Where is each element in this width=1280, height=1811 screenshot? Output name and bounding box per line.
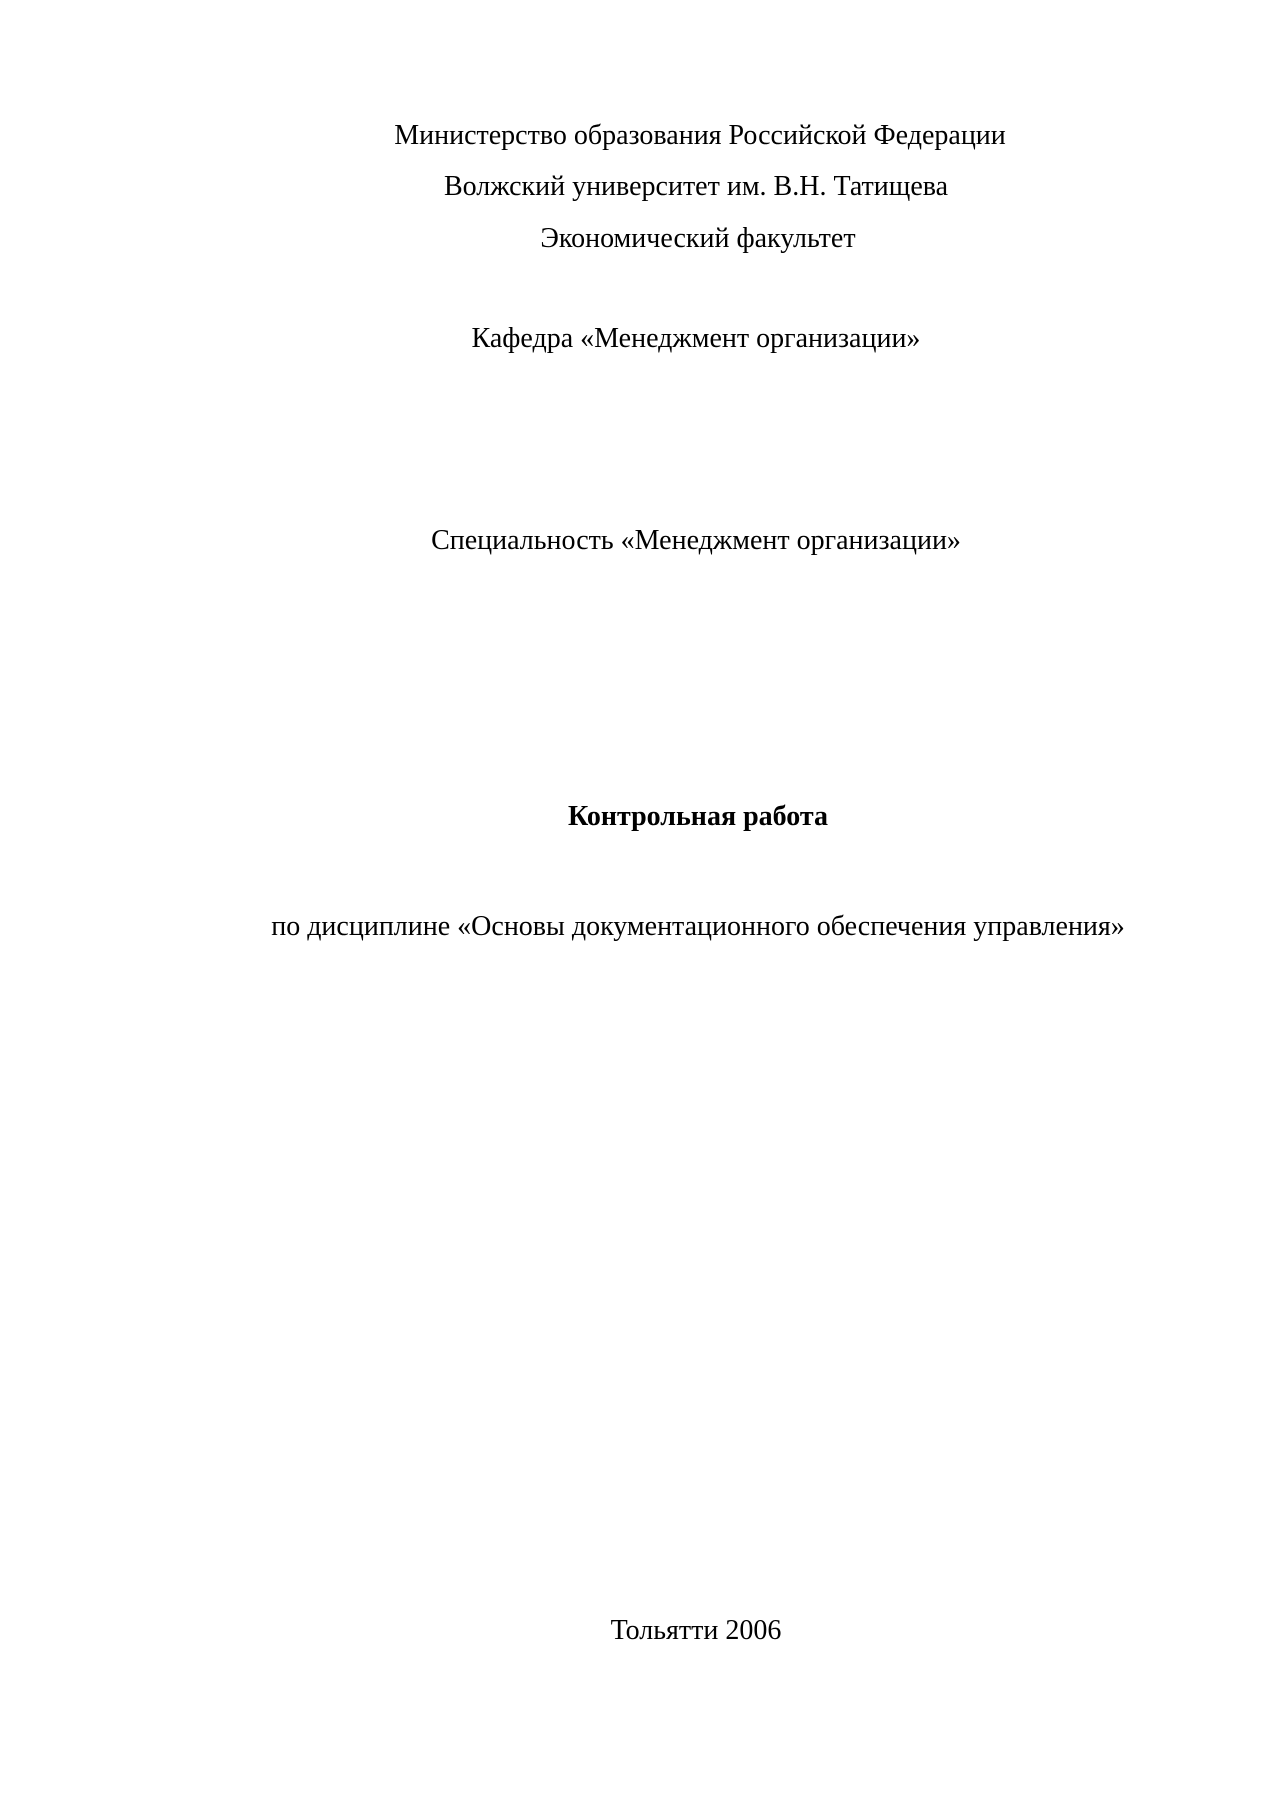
university-line: Волжский университет им. В.Н. Татищева bbox=[443, 171, 949, 202]
department-line: Кафедра «Менеджмент организации» bbox=[471, 323, 921, 354]
specialty-line: Специальность «Менеджмент организации» bbox=[431, 525, 961, 556]
work-title: Контрольная работа bbox=[567, 801, 829, 832]
faculty-line: Экономический факультет bbox=[540, 223, 856, 254]
city-year-line: Тольятти 2006 bbox=[610, 1615, 782, 1646]
ministry-line: Министерство образования Российской Федерации bbox=[394, 120, 1006, 151]
discipline-line: по дисциплине «Основы документационного обеспечения управления» bbox=[271, 911, 1125, 942]
